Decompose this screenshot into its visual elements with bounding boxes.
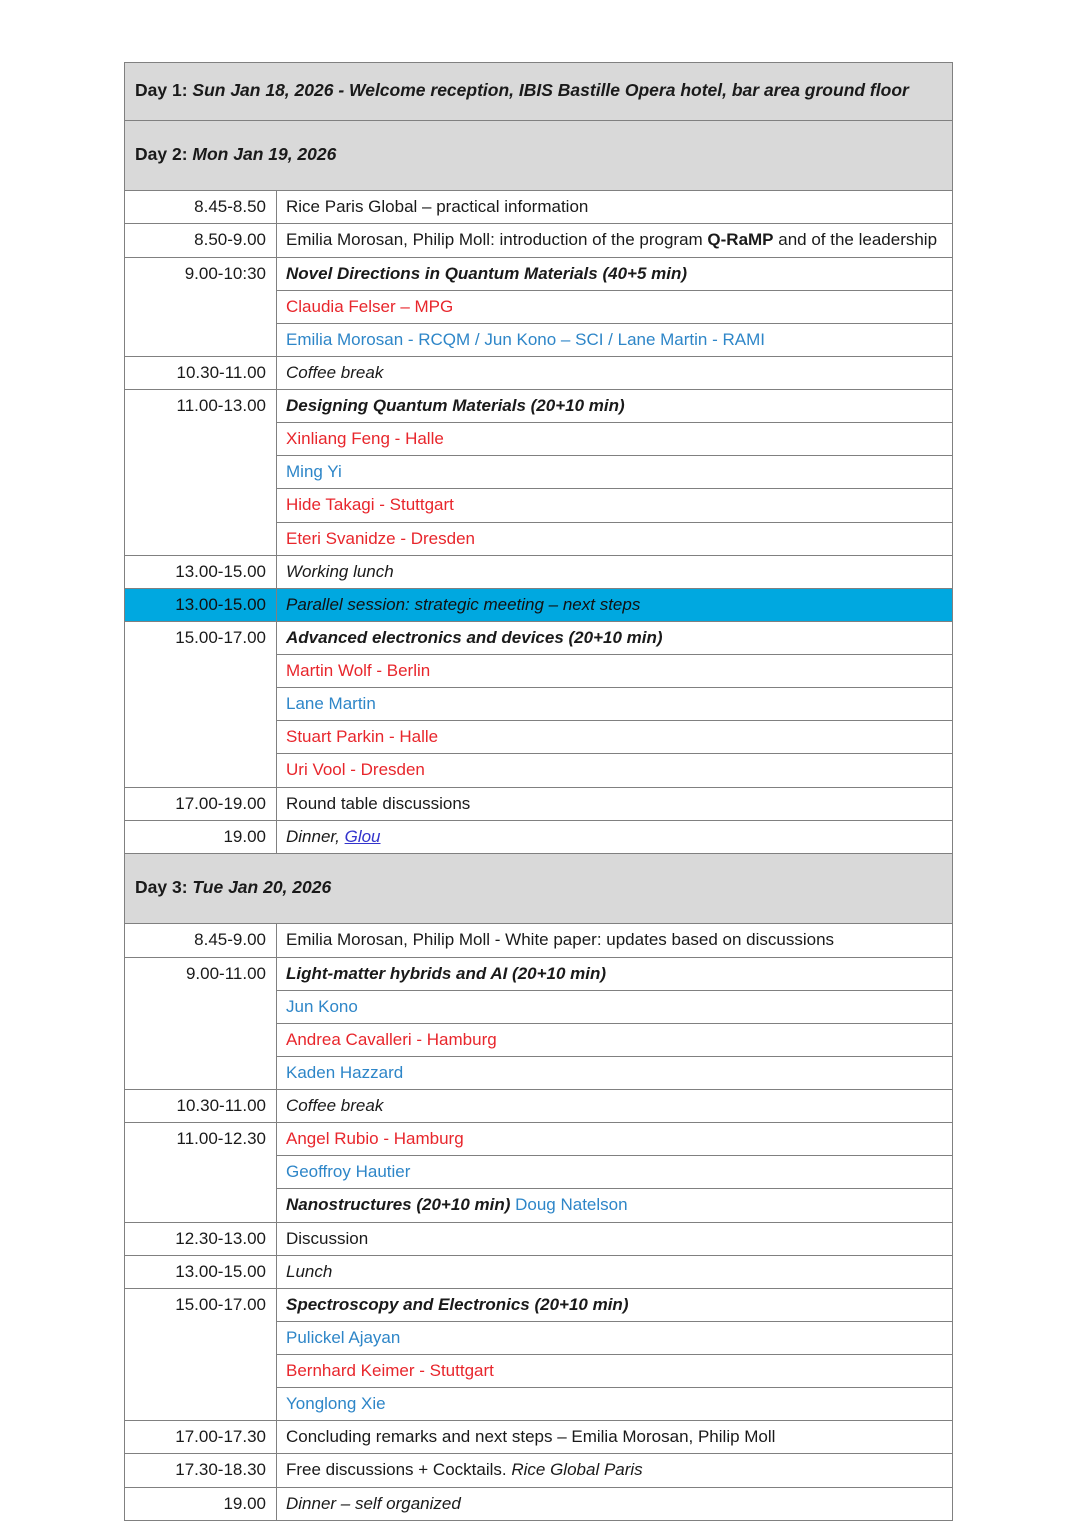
- session-title: Nanostructures (20+10 min): [286, 1195, 511, 1215]
- time-cell: 12.30-13.00: [175, 1228, 266, 1248]
- time-cell: 9.00-11.00: [185, 963, 266, 983]
- session-title: Designing Quantum Materials (20+10 min): [286, 396, 625, 415]
- agenda-row: [125, 924, 953, 957]
- text-segment: Dinner,: [286, 826, 345, 846]
- time-cell: 17.30-18.30: [175, 1460, 266, 1480]
- row-text: Coffee break: [286, 362, 384, 382]
- program-name: Q-RaMP: [707, 230, 774, 250]
- row-text: Rice Paris Global – practical information: [286, 197, 589, 217]
- row-text: Emilia Morosan, Philip Moll - White paper: updates based on discussions: [286, 930, 835, 950]
- speaker-name: Jun Kono: [277, 990, 952, 1023]
- speaker-name: Bernhard Keimer - Stuttgart: [277, 1354, 952, 1387]
- venue-name: Rice Global Paris: [511, 1460, 643, 1480]
- row-content: [277, 958, 952, 1090]
- time-cell: 8.45-8.50: [194, 197, 266, 217]
- time-cell: 15.00-17.00: [175, 627, 266, 647]
- day-2-header-cell: [125, 121, 952, 191]
- speaker-name: Stuart Parkin - Halle: [277, 720, 952, 753]
- row-text: Concluding remarks and next steps – Emilia Morosan, Philip Moll: [286, 1427, 776, 1447]
- row-content: [277, 390, 952, 555]
- time-cell: 13.00-15.00: [175, 561, 266, 581]
- agenda-table: [124, 62, 953, 1521]
- agenda-row: [125, 787, 953, 820]
- row-content: [277, 357, 952, 389]
- row-content: [277, 589, 952, 621]
- row-content: [277, 924, 952, 956]
- row-text: [277, 821, 952, 853]
- agenda-row: [125, 224, 953, 257]
- text-segment: Emilia Morosan, Philip Moll: introduction of the program: [286, 230, 708, 250]
- agenda-row: [125, 555, 953, 588]
- day-label: Day 2:: [135, 143, 188, 164]
- speaker-name: Hide Takagi - Stuttgart: [277, 488, 952, 521]
- row-text: Dinner – self organized: [286, 1493, 461, 1513]
- row-content: [277, 1090, 952, 1122]
- day-value: Mon Jan 19, 2026: [192, 143, 337, 164]
- agenda-row: [125, 390, 953, 556]
- day-value: Tue Jan 20, 2026: [192, 876, 332, 897]
- row-text: Coffee break: [286, 1096, 384, 1115]
- speaker-name: Andrea Cavalleri - Hamburg: [277, 1023, 952, 1056]
- agenda-row: [125, 1255, 953, 1288]
- speaker-name: Uri Vool - Dresden: [277, 753, 952, 786]
- agenda-row: [125, 1222, 953, 1255]
- time-cell: 13.00-15.00: [175, 1261, 266, 1281]
- text-segment: and of the leadership: [773, 230, 938, 250]
- day-1-header-cell: [125, 63, 952, 120]
- session-heading-row: [277, 1188, 952, 1221]
- day-2-header: [125, 120, 953, 191]
- day-3-header-cell: [125, 854, 952, 924]
- speaker-name: Angel Rubio - Hamburg: [286, 1129, 464, 1149]
- agenda-row: [125, 356, 953, 389]
- agenda-row: [125, 621, 953, 787]
- agenda-row: [125, 1090, 953, 1123]
- row-text: Working lunch: [286, 561, 394, 581]
- time-cell: 17.00-19.00: [175, 793, 266, 813]
- row-content: [277, 1488, 952, 1520]
- session-title: Novel Directions in Quantum Materials (40+5 min): [286, 263, 688, 283]
- time-cell: 13.00-15.00: [175, 594, 266, 614]
- speaker-name: Eteri Svanidze - Dresden: [277, 522, 952, 555]
- agenda-row: [125, 1487, 953, 1520]
- time-cell: 8.45-9.00: [194, 930, 266, 950]
- time-cell: 17.00-17.30: [175, 1427, 266, 1447]
- day-3-header: [125, 853, 953, 924]
- text-segment: Free discussions + Cocktails.: [286, 1460, 512, 1480]
- session-title: Light-matter hybrids and AI (20+10 min): [286, 963, 607, 983]
- row-content: [277, 622, 952, 787]
- restaurant-link[interactable]: Glou: [344, 826, 381, 846]
- agenda-row: [125, 1123, 953, 1222]
- speaker-name: Lane Martin: [277, 687, 952, 720]
- agenda-row: [125, 820, 953, 853]
- row-content: [277, 1289, 952, 1421]
- time-cell: 10.30-11.00: [176, 1096, 266, 1115]
- day-value: Sun Jan 18, 2026 - Welcome reception, IBIS Bastille Opera hotel, bar area ground floor: [192, 80, 909, 100]
- day-1-header: [125, 63, 953, 121]
- time-cell: 10.30-11.00: [176, 362, 266, 382]
- session-title: Advanced electronics and devices (20+10 min): [286, 627, 663, 647]
- day-label: Day 3:: [135, 876, 188, 897]
- agenda-row: [125, 1454, 953, 1487]
- row-content: [277, 1454, 952, 1486]
- row-text: [277, 224, 952, 256]
- day-label: Day 1:: [135, 80, 188, 100]
- row-text: Lunch: [286, 1261, 333, 1281]
- time-cell: 9.00-10:30: [184, 263, 266, 283]
- time-cell: 19.00: [223, 1493, 266, 1513]
- row-content: [277, 258, 952, 356]
- session-title: Spectroscopy and Electronics (20+10 min): [286, 1294, 629, 1314]
- row-content: [277, 556, 952, 588]
- row-text: [277, 1454, 952, 1486]
- speaker-name: Xinliang Feng - Halle: [277, 422, 952, 455]
- time-cell: 15.00-17.00: [175, 1294, 266, 1314]
- row-content: [277, 1123, 952, 1221]
- row-content: [277, 1256, 952, 1288]
- speaker-name: Pulickel Ajayan: [277, 1321, 952, 1354]
- row-content: [277, 788, 952, 820]
- speaker-name: Yonglong Xie: [277, 1387, 952, 1420]
- row-text: Discussion: [286, 1228, 369, 1248]
- speaker-name: Emilia Morosan - RCQM / Jun Kono – SCI / Lane Martin - RAMI: [277, 323, 952, 356]
- speaker-name: Kaden Hazzard: [277, 1056, 952, 1089]
- time-cell: 19.00: [223, 826, 266, 846]
- agenda-row: [125, 191, 953, 224]
- row-content: [277, 191, 952, 223]
- speaker-name: Geoffroy Hautier: [277, 1155, 952, 1188]
- row-content: [277, 1223, 952, 1255]
- row-content: [277, 224, 952, 256]
- time-cell: 11.00-12.30: [176, 1129, 266, 1149]
- row-content: [277, 821, 952, 853]
- speaker-name: Claudia Felser – MPG: [277, 290, 952, 323]
- agenda-row: [125, 957, 953, 1090]
- speaker-name: Ming Yi: [277, 455, 952, 488]
- agenda-row: [125, 1288, 953, 1421]
- row-text: Round table discussions: [286, 793, 471, 813]
- row-text: Parallel session: strategic meeting – next steps: [286, 594, 641, 614]
- speaker-name: Doug Natelson: [510, 1195, 628, 1215]
- agenda-row: [125, 257, 953, 356]
- speaker-name: Martin Wolf - Berlin: [277, 654, 952, 687]
- agenda-row: [125, 588, 953, 621]
- time-cell: 8.50-9.00: [194, 230, 266, 250]
- time-cell: 11.00-13.00: [176, 396, 266, 415]
